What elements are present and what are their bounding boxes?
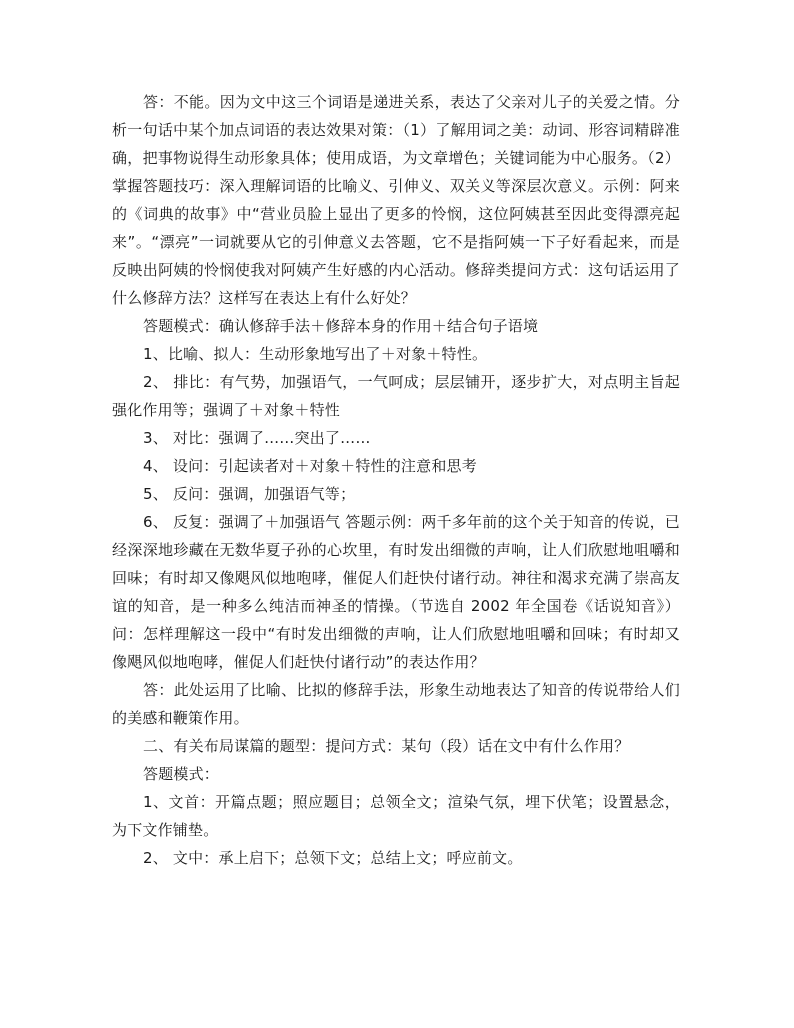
paragraph-item-repetition-example: 6、 反复：强调了＋加强语气 答题示例：两千多年前的这个关于知音的传说，已经深深地珍藏在无数华夏子孙的心坎里，有时发出细微的声响，让人们欣慰地咀嚼和回味；有时却又像飓风似地咆哮，催促人们赶快付诸行动。神往和渴求充满了崇高友谊的知音，是一种多么纯洁而神圣的情操。（节选自 2002 年全国卷《话说知音》） 问：怎样理解这一段中“有时发出细微的声响，让人们欣慰地咀嚼和回味；有时却又像飓风似地咆哮，催促人们赶快付诸行动”的表达作用？ bbox=[112, 513, 680, 671]
paragraph-item-beginning: 1、文首：开篇点题；照应题目；总领全文；渲染气氛，埋下伏笔；设置悬念，为下文作铺垫。 bbox=[112, 793, 680, 839]
paragraph-example-answer: 答：此处运用了比喻、比拟的修辞手法，形象生动地表达了知音的传说带给人们的美感和鞭策作用。 bbox=[112, 681, 680, 727]
paragraph-item-contrast: 3、 对比：强调了……突出了…… bbox=[143, 429, 371, 447]
paragraph-item-metaphor: 1、比喻、拟人：生动形象地写出了＋对象＋特性。 bbox=[143, 345, 488, 363]
paragraph-answer-pattern-label: 答题模式： bbox=[143, 765, 220, 783]
paragraph-item-middle: 2、 文中：承上启下；总领下文；总结上文；呼应前文。 bbox=[143, 849, 523, 867]
document-body bbox=[112, 88, 680, 872]
paragraph-item-counter-question: 5、 反问：强调，加强语气等； bbox=[143, 485, 356, 503]
paragraph-item-rhetorical-question: 4、 设问：引起读者对＋对象＋特性的注意和思考 bbox=[143, 457, 477, 475]
paragraph-section-two-heading: 二、有关布局谋篇的题型：提问方式：某句（段）话在文中有什么作用？ bbox=[143, 737, 630, 755]
paragraph-answer-analysis: 答：不能。因为文中这三个词语是递进关系，表达了父亲对儿子的关爱之情。分析一句话中某个加点词语的表达效果对策：（1）了解用词之美：动词、形容词精辟准确，把事物说得生动形象具体；使用成语，为文章增色；关键词能为中心服务。（2）掌握答题技巧：深入理解词语的比喻义、引伸义、双关义等深层次意义。示例：阿来的《词典的故事》中“营业员脸上显出了更多的怜悯，这位阿姨甚至因此变得漂亮起来”。“漂亮”一词就要从它的引伸意义去答题，它不是指阿姨一下子好看起来，而是反映出阿姨的怜悯使我对阿姨产生好感的内心活动。修辞类提问方式：这句话运用了什么修辞方法？这样写在表达上有什么好处？ bbox=[112, 93, 680, 307]
paragraph-answer-pattern: 答题模式：确认修辞手法＋修辞本身的作用＋结合句子语境 bbox=[143, 317, 539, 335]
paragraph-item-parallelism: 2、 排比：有气势，加强语气，一气呵成；层层铺开，逐步扩大，对点明主旨起强化作用等；强调了＋对象＋特性 bbox=[112, 373, 680, 419]
